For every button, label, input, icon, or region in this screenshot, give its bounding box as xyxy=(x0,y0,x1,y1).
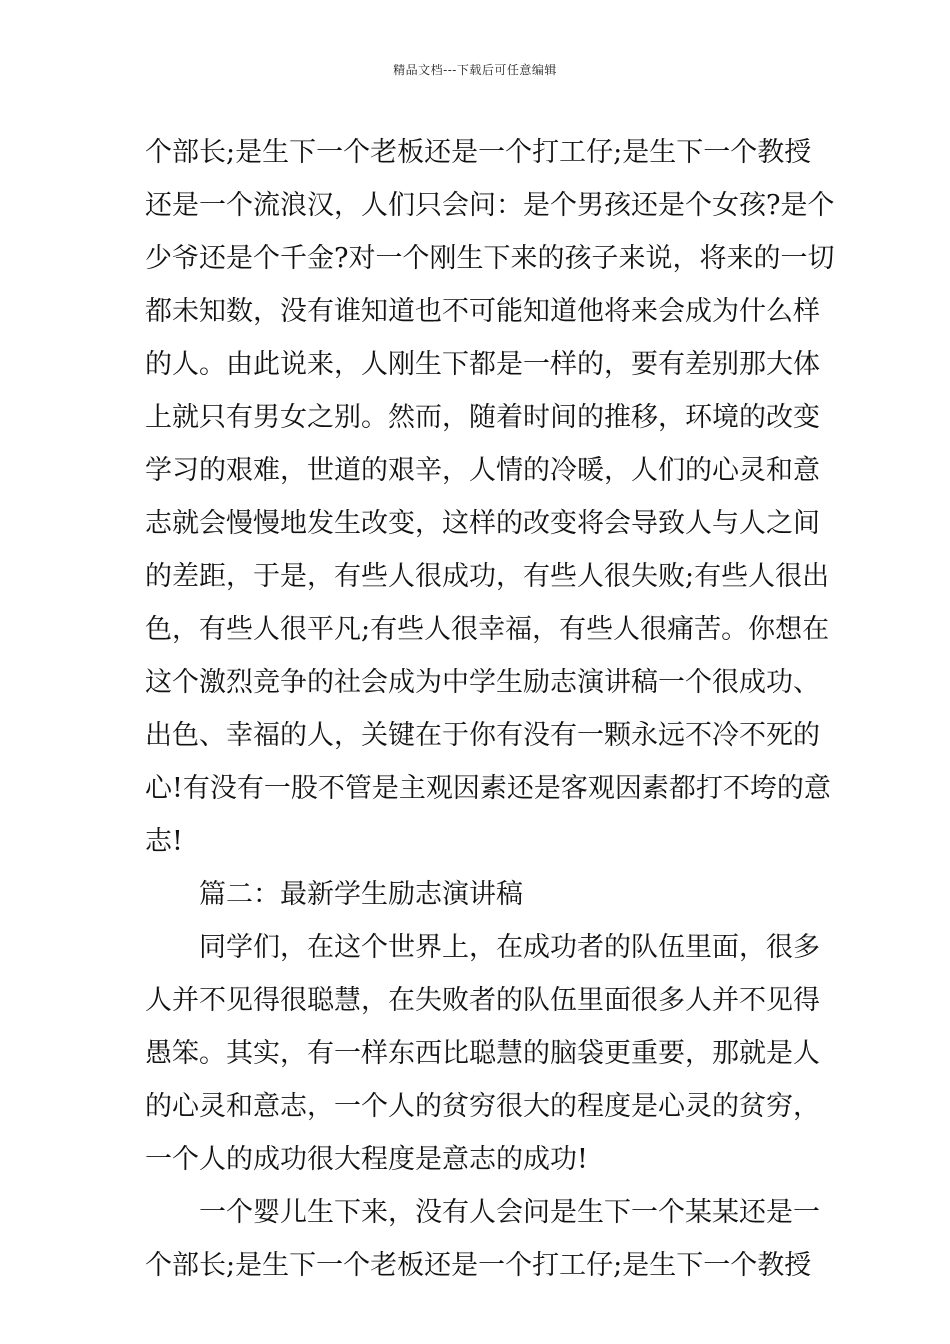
text-line: 上就只有男女之别。然而，随着时间的推移，环境的改变 xyxy=(145,402,820,433)
text-line: 色，有些人很平凡;有些人很幸福，有些人很痛苦。你想在 xyxy=(145,614,830,645)
text-line: 个部长;是生下一个老板还是一个打工仔;是生下一个教授 xyxy=(145,137,812,168)
text-line: 一个人的成功很大程度是意志的成功! xyxy=(145,1144,588,1175)
text-line: 都未知数，没有谁知道也不可能知道他将来会成为什么样 xyxy=(145,296,820,327)
text-line: 的差距，于是，有些人很成功，有些人很失败;有些人很出 xyxy=(145,561,830,592)
page-header: 精品文档---下载后可任意编辑 xyxy=(393,63,557,77)
text-line: 还是一个流浪汉，人们只会问：是个男孩还是个女孩?是个 xyxy=(145,190,835,221)
text-line: 的心灵和意志，一个人的贫穷很大的程度是心灵的贫穷， xyxy=(145,1091,820,1122)
text-line: 少爷还是个千金?对一个刚生下来的孩子来说，将来的一切 xyxy=(145,243,835,274)
section-heading: 篇二：最新学生励志演讲稿 xyxy=(199,879,523,910)
text-line: 志! xyxy=(145,826,183,857)
paragraph-start-line: 一个婴儿生下来，没有人会问是生下一个某某还是一 xyxy=(199,1197,820,1228)
text-line: 人并不见得很聪慧，在失败者的队伍里面很多人并不见得 xyxy=(145,985,820,1016)
text-line: 出色、幸福的人，关键在于你有没有一颗永远不冷不死的 xyxy=(145,720,820,751)
text-line: 愚笨。其实，有一样东西比聪慧的脑袋更重要，那就是人 xyxy=(145,1038,820,1069)
paragraph-start-line: 同学们，在这个世界上，在成功者的队伍里面，很多 xyxy=(199,932,820,963)
text-line: 学习的艰难，世道的艰辛，人情的冷暖，人们的心灵和意 xyxy=(145,455,820,486)
text-line: 这个激烈竞争的社会成为中学生励志演讲稿一个很成功、 xyxy=(145,667,820,698)
text-line: 志就会慢慢地发生改变，这样的改变将会导致人与人之间 xyxy=(145,508,820,539)
text-line: 个部长;是生下一个老板还是一个打工仔;是生下一个教授 xyxy=(145,1250,812,1281)
document-body xyxy=(145,126,835,1292)
text-line: 心!有没有一股不管是主观因素还是客观因素都打不垮的意 xyxy=(145,773,831,804)
text-line: 的人。由此说来，人刚生下都是一样的，要有差别那大体 xyxy=(145,349,820,380)
